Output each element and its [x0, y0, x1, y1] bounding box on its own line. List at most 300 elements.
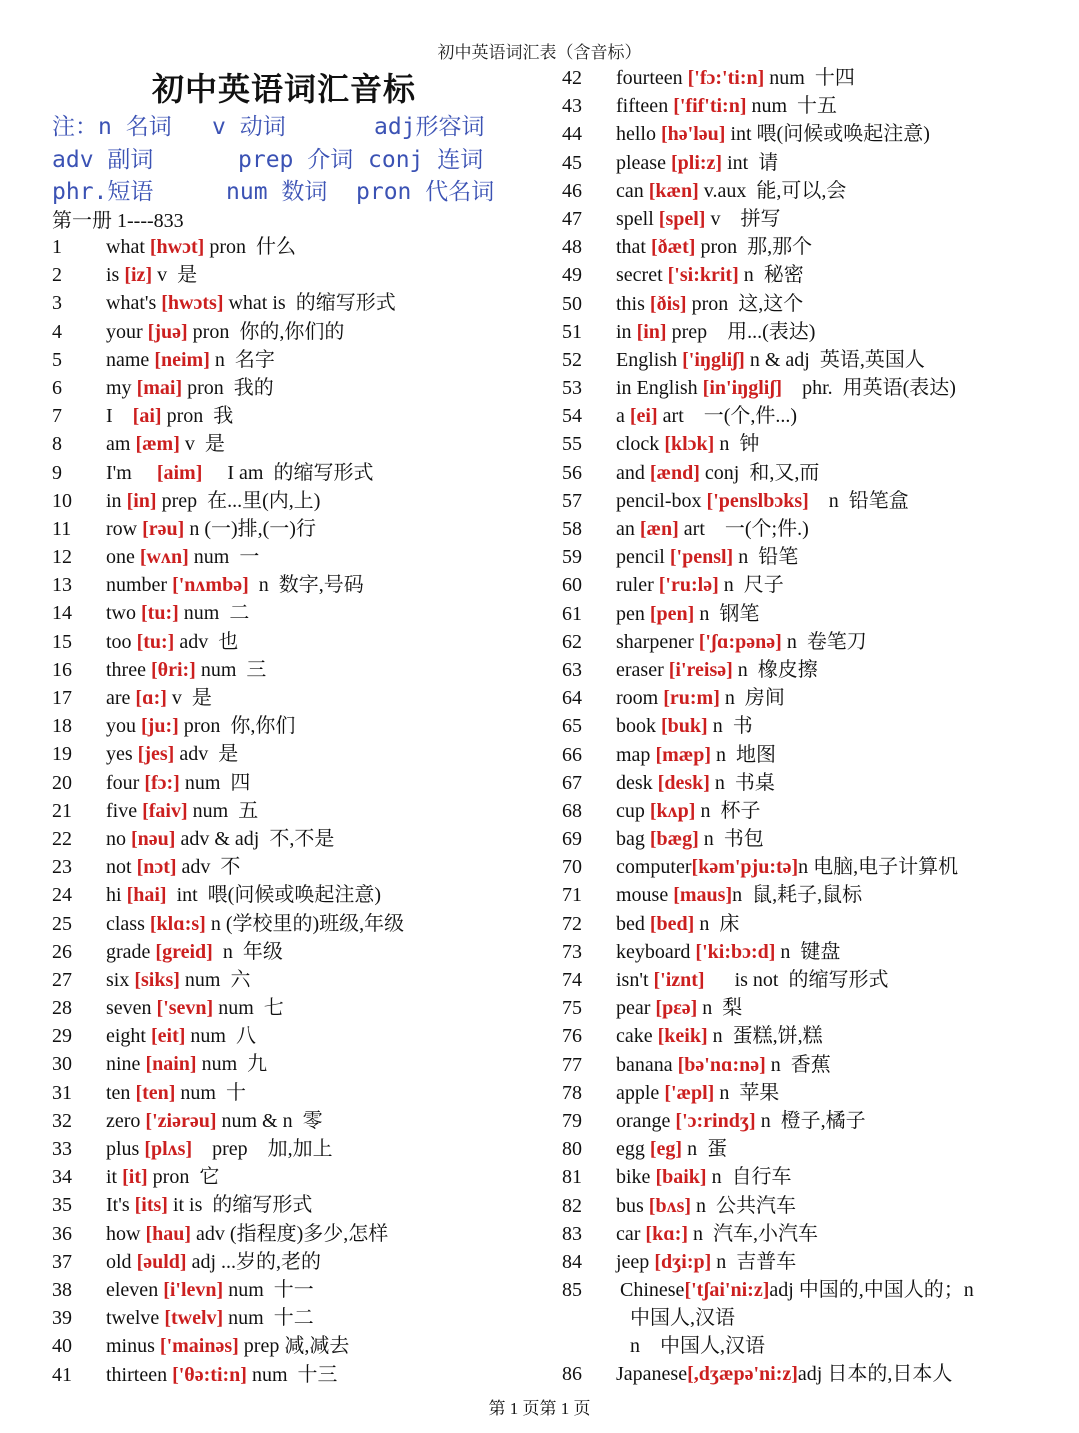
entry-meaning: num 八: [185, 1025, 256, 1048]
entry-meaning: num 十五: [746, 95, 838, 118]
entry-number: 31: [52, 1081, 72, 1104]
entry-phonetic: [bə'nɑ:nə]: [677, 1053, 766, 1076]
entry-phonetic: [hai]: [126, 884, 167, 907]
entry-body: [106, 318, 344, 346]
entry-body: [106, 1135, 333, 1163]
entry-number: 34: [52, 1166, 72, 1189]
entry-number: 43: [562, 95, 582, 118]
entry-body: [616, 515, 809, 543]
entry-body: [620, 1276, 1020, 1360]
entry-word: twelve: [106, 1307, 165, 1330]
entry-meaning: num 十一: [223, 1278, 314, 1301]
entry-word: cup: [616, 799, 650, 822]
legend-item: pron 代名词: [356, 179, 495, 205]
entry-phonetic: [ðæt]: [651, 236, 696, 259]
entry-phonetic: [aim]: [156, 461, 203, 484]
entry-word: name: [106, 348, 155, 371]
entry-phonetic: [nain]: [145, 1053, 197, 1076]
entry-meaning: pron 我: [161, 405, 234, 428]
entry-meaning: n 名字: [209, 348, 275, 371]
entry-meaning: num 十四: [764, 67, 855, 89]
entry-number: 13: [52, 574, 72, 597]
entry-number: 24: [52, 884, 72, 907]
entry-word: cake: [616, 1025, 658, 1048]
entry-body: [106, 797, 258, 825]
entry-number: 38: [52, 1278, 72, 1301]
entry-number: 41: [52, 1363, 72, 1386]
entry-number: 86: [562, 1363, 582, 1386]
entry-phonetic: [maus]: [673, 884, 733, 907]
entry-body: [616, 346, 925, 374]
entry-body: [616, 1079, 779, 1107]
entry-number: 6: [52, 376, 62, 399]
entry-word: yes: [106, 743, 138, 766]
entry-number: 66: [562, 743, 582, 766]
entry-number: 64: [562, 687, 582, 710]
entry-phonetic: [ei]: [629, 405, 658, 428]
entry-number: 26: [52, 940, 72, 963]
entry-number: 8: [52, 433, 62, 456]
entry-phonetic: ['ʃɑ:pənə]: [698, 630, 782, 653]
entry-phonetic: [plʌs]: [144, 1138, 193, 1160]
entry-word: class: [106, 912, 150, 935]
entry-number: 44: [562, 123, 582, 146]
entry-body: [616, 402, 797, 430]
entry-word: secret: [616, 264, 668, 287]
entry-phonetic: ['iznt]: [653, 969, 705, 991]
entry-phonetic: [æm]: [135, 433, 180, 456]
entry-meaning: adv (指程度)多少,怎样: [191, 1222, 389, 1245]
entry-word: that: [616, 236, 651, 259]
entry-number: 51: [562, 320, 582, 343]
entry-number: 46: [562, 179, 582, 202]
entry-number: 67: [562, 771, 582, 794]
entry-word: in English: [616, 377, 703, 400]
entry-meaning: n 尺子: [718, 574, 784, 597]
entry-number: 5: [52, 348, 62, 371]
entry-phonetic: [hau]: [145, 1222, 192, 1245]
entry-phonetic: [mæp]: [655, 743, 711, 766]
entry-word: number: [106, 574, 173, 597]
entry-word: ten: [106, 1081, 136, 1104]
entry-number: 65: [562, 715, 582, 738]
entry-meaning: what is 的缩写形式: [223, 292, 396, 315]
entry-meaning: n 钢笔: [694, 602, 760, 625]
entry-phonetic: [baik]: [655, 1166, 707, 1189]
entry-word: desk: [616, 771, 658, 794]
entry-body: [616, 1135, 727, 1163]
entry-meaning: prep 加,加上: [192, 1138, 333, 1160]
entry-meaning: n 钟: [714, 433, 760, 456]
entry-meaning: v 是: [166, 687, 212, 709]
entry-body: [616, 374, 956, 402]
entry-body: [106, 684, 212, 712]
legend-item: phr.短语: [52, 179, 154, 205]
entry-meaning: num 五: [187, 799, 259, 822]
entry-word: your: [106, 320, 148, 343]
entry-phonetic: [bʌs]: [648, 1194, 692, 1217]
entry-number: 55: [562, 433, 582, 456]
entry-meaning: pron 这,这个: [686, 292, 804, 315]
entry-meaning: n 铅笔盒: [808, 489, 909, 512]
entry-word: grade: [106, 940, 156, 963]
entry-word: seven: [106, 997, 157, 1020]
entry-phonetic: [kɑ:]: [645, 1222, 689, 1245]
entry-number: 21: [52, 799, 72, 822]
entry-word: am: [106, 433, 136, 456]
entry-number: 37: [52, 1250, 72, 1273]
entry-body: [616, 1022, 823, 1050]
entry-number: 9: [52, 461, 62, 484]
entry-meaning: num 四: [179, 771, 251, 794]
entry-phonetic: [pεə]: [655, 997, 698, 1020]
entry-word: please: [616, 151, 671, 174]
entry-body: [616, 177, 846, 205]
entry-word: two: [106, 602, 141, 625]
entry-meaning: it is 的缩写形式: [167, 1194, 313, 1217]
entry-number: 1: [52, 236, 62, 258]
entry-number: 47: [562, 207, 582, 230]
entry-number: 52: [562, 348, 582, 371]
entry-word: row: [106, 517, 143, 540]
entry-body: [106, 938, 283, 966]
entry-meaning: art 一(个;件.): [678, 518, 809, 540]
entry-word: no: [106, 827, 131, 850]
entry-word: map: [616, 743, 656, 766]
entry-word: pen: [616, 602, 650, 625]
entry-word: thirteen: [106, 1363, 173, 1386]
entry-meaning: num 十三: [246, 1363, 338, 1386]
entry-body: [616, 64, 855, 92]
entry-word: not: [106, 856, 137, 879]
entry-phonetic: [siks]: [134, 968, 180, 991]
entry-word: computer: [616, 856, 692, 879]
entry-phonetic: ['nʌmbə]: [172, 574, 249, 597]
entry-meaning-continued: 中国人,汉语: [630, 1307, 735, 1330]
entry-body: [106, 1304, 314, 1332]
entry-meaning: adv & adj 不,不是: [175, 827, 335, 850]
entry-number: 83: [562, 1222, 582, 1245]
entry-number: 27: [52, 968, 72, 991]
entry-word: room: [616, 687, 664, 710]
entry-body: [616, 430, 759, 458]
entry-phonetic: [i'levn]: [163, 1278, 224, 1301]
entry-phonetic: [iz]: [124, 264, 153, 287]
entry-body: [106, 1022, 256, 1050]
entry-body: [616, 1107, 866, 1135]
entry-body: [616, 966, 889, 994]
entry-body: [106, 289, 396, 317]
entry-word: zero: [106, 1109, 146, 1132]
entry-number: 78: [562, 1081, 582, 1104]
entry-phonetic: [kəm'pju:tə]: [691, 856, 799, 879]
entry-meaning: adv 也: [174, 630, 239, 653]
entry-phonetic: [it]: [122, 1166, 148, 1189]
entry-number: 71: [562, 884, 582, 907]
entry-word: bag: [616, 828, 650, 851]
entry-phonetic: [klɑ:s]: [149, 912, 206, 935]
entry-body: [106, 599, 249, 627]
entry-word: plus: [106, 1138, 145, 1160]
entry-meaning: adj ...岁的,老的: [186, 1250, 321, 1273]
entry-meaning: n 香蕉: [765, 1053, 831, 1076]
entry-meaning: conj 和,又,而: [699, 461, 820, 484]
entry-meaning: pron 你的,你们的: [187, 320, 345, 343]
entry-meaning: adv 不: [176, 856, 241, 879]
entry-meaning: n 汽车,小汽车: [688, 1222, 819, 1245]
entry-body: [616, 205, 780, 233]
entry-word: my: [106, 376, 137, 399]
entry-phonetic: [tu:]: [141, 602, 179, 625]
entry-body: [616, 881, 862, 909]
entry-word: old: [106, 1250, 137, 1273]
entry-number: 72: [562, 912, 582, 935]
entry-phonetic: [θri:]: [150, 658, 196, 681]
entry-meaning: int 喂(问候或唤起注意): [725, 123, 930, 146]
entry-phonetic: [wʌn]: [139, 546, 189, 569]
legend-item: v 动词: [212, 114, 286, 140]
entry-word: bike: [616, 1166, 656, 1189]
entry-body: [106, 712, 295, 740]
entry-word: nine: [106, 1053, 146, 1076]
entry-number: 70: [562, 856, 582, 879]
entry-word: mouse: [616, 884, 674, 907]
entry-body: [616, 994, 742, 1022]
legend-item: adv 副词: [52, 146, 154, 173]
entry-number: 59: [562, 546, 582, 569]
entry-body: [106, 1276, 314, 1304]
entry-number: 76: [562, 1025, 582, 1048]
entry-body: [616, 1248, 796, 1276]
entry-meaning: prep 在...里(内,上): [156, 489, 321, 512]
entry-meaning: n 电脑,电子计算机: [798, 856, 959, 879]
entry-word: four: [106, 771, 145, 794]
entry-number: 42: [562, 67, 582, 89]
entry-word: too: [106, 630, 137, 653]
entry-number: 35: [52, 1194, 72, 1217]
entry-body: [616, 769, 775, 797]
entry-meaning: v 拼写: [705, 207, 781, 230]
legend-item: num 数词: [226, 179, 328, 205]
entry-body: [106, 881, 381, 909]
entry-word: what: [106, 236, 150, 258]
entry-word: banana: [616, 1053, 678, 1076]
entry-meaning: n 橙子,橘子: [755, 1109, 866, 1132]
entry-phonetic: ['ɔ:rindʒ]: [675, 1109, 756, 1132]
entry-word: isn't: [616, 969, 654, 991]
entry-meaning: pron 它: [147, 1166, 220, 1189]
entry-number: 14: [52, 602, 72, 625]
entry-body: [106, 740, 238, 768]
entry-meaning: num 九: [196, 1053, 268, 1076]
entry-phonetic: [jes]: [137, 743, 175, 766]
entry-body: [616, 261, 804, 289]
entry-meaning: n 苹果: [714, 1081, 780, 1104]
entry-body: [616, 487, 909, 515]
entry-body: [616, 543, 798, 571]
entry-meaning: pron 你,你们: [178, 715, 296, 738]
entry-phonetic: [ɑ:]: [135, 687, 167, 709]
entry-phonetic: [buk]: [661, 715, 708, 738]
entry-number: 69: [562, 828, 582, 851]
entry-phonetic: [nəu]: [131, 827, 176, 850]
entry-word: orange: [616, 1109, 676, 1132]
entry-body: [106, 910, 404, 938]
entry-phonetic: [,dʒæpə'ni:z]: [687, 1363, 798, 1386]
entry-body: [106, 261, 197, 289]
entry-number: 20: [52, 771, 72, 794]
entry-number: 3: [52, 292, 62, 315]
entry-number: 4: [52, 320, 62, 343]
entry-phonetic: [tu:]: [136, 630, 175, 653]
entry-body: [106, 374, 274, 402]
entry-phonetic: [ju:]: [141, 715, 179, 738]
entry-phonetic: ['ki:bɔ:d]: [695, 940, 776, 963]
entry-phonetic: ['sevn]: [156, 997, 214, 1020]
entry-number: 56: [562, 461, 582, 484]
entry-meaning: n 键盘: [775, 940, 841, 963]
entry-meaning: n 书包: [698, 828, 764, 851]
entry-body: [106, 1191, 312, 1219]
entry-body: [616, 233, 812, 261]
entry-body: [616, 656, 818, 684]
entry-body: [106, 1050, 267, 1078]
entry-meaning: v 是: [152, 264, 198, 287]
entry-phonetic: ['tʃai'ni:z]: [684, 1279, 770, 1302]
entry-phonetic: [mai]: [136, 376, 183, 399]
entry-body: [616, 318, 815, 346]
entry-phonetic: [nɔt]: [136, 856, 177, 879]
entry-phonetic: ['ru:lə]: [658, 574, 719, 597]
entry-meaning: num 七: [213, 997, 284, 1020]
entry-word: sharpener: [616, 630, 699, 653]
entry-number: 49: [562, 264, 582, 287]
entry-body: [616, 1051, 831, 1079]
entry-number: 7: [52, 405, 62, 428]
entry-number: 60: [562, 574, 582, 597]
entry-meaning: n 数字,号码: [248, 574, 364, 597]
entry-phonetic: [in]: [126, 489, 157, 512]
entry-body: [106, 966, 250, 994]
entry-word: apple: [616, 1081, 665, 1104]
entry-body: [106, 402, 233, 430]
entry-body: [616, 120, 930, 148]
book-range: 第一册 1----833: [52, 210, 184, 232]
entry-body: [106, 994, 284, 1022]
entry-phonetic: ['pensl]: [669, 546, 734, 569]
entry-meaning: art 一(个,件...): [657, 405, 798, 428]
entry-body: [106, 628, 238, 656]
entry-phonetic: [ðis]: [649, 292, 687, 315]
entry-word: ruler: [616, 574, 659, 597]
entry-word: this: [616, 292, 650, 315]
entry-phonetic: ['si:krit]: [667, 264, 739, 287]
entry-phonetic: [eg]: [649, 1138, 683, 1161]
entry-number: 77: [562, 1053, 582, 1076]
entry-word: book: [616, 715, 661, 738]
entry-body: [106, 571, 364, 599]
entry-phonetic: [its]: [134, 1194, 168, 1217]
entry-phonetic: ['æpl]: [664, 1081, 715, 1104]
entry-word: bed: [616, 912, 650, 935]
entry-body: [106, 233, 296, 261]
entry-body: [616, 797, 760, 825]
entry-phonetic: [əuld]: [136, 1250, 187, 1273]
entry-phonetic: [kæn]: [648, 179, 699, 202]
entry-body: [106, 346, 275, 374]
entry-word: spell: [616, 207, 659, 230]
entry-number: 73: [562, 940, 582, 963]
entry-body: [106, 1163, 219, 1191]
entry-meaning: pron 我的: [182, 376, 274, 399]
entry-word: fifteen: [616, 95, 674, 118]
entry-meaning: v 是: [179, 433, 225, 456]
entry-number: 23: [52, 856, 72, 879]
entry-phonetic: [eit]: [151, 1025, 186, 1048]
entry-phonetic: [pen]: [649, 602, 695, 625]
entry-body: [106, 515, 316, 543]
entry-body: [616, 741, 776, 769]
entry-body: [616, 684, 785, 712]
entry-word: in: [106, 489, 127, 512]
entry-meaning: n 书桌: [709, 771, 775, 794]
entry-meaning: num 十二: [223, 1307, 314, 1330]
entry-word: five: [106, 799, 143, 822]
entry-word: is: [106, 264, 125, 287]
entry-phonetic: [neim]: [154, 348, 210, 371]
legend-item: adj形容词: [374, 114, 485, 140]
entry-phonetic: [ten]: [135, 1081, 176, 1104]
entry-number: 81: [562, 1166, 582, 1189]
entry-meaning: n 书: [707, 715, 753, 738]
entry-word: English: [616, 348, 683, 371]
entry-word: it: [106, 1166, 123, 1189]
entry-number: 85: [562, 1279, 582, 1302]
entry-number: 12: [52, 546, 72, 569]
entry-word: six: [106, 968, 135, 991]
entry-phonetic: [æn]: [639, 518, 679, 540]
entry-number: 79: [562, 1109, 582, 1132]
entry-number: 84: [562, 1250, 582, 1273]
entry-word: what's: [106, 292, 162, 315]
entry-body: [616, 910, 739, 938]
entry-number: 74: [562, 969, 582, 991]
entry-phonetic: ['ziərəu]: [145, 1109, 217, 1132]
entry-meaning: n (一)排,(一)行: [184, 517, 316, 540]
entry-meaning: n 床: [694, 912, 740, 935]
entry-number: 53: [562, 377, 582, 400]
entry-meaning: n 梨: [697, 997, 743, 1020]
entry-number: 29: [52, 1025, 72, 1048]
entry-number: 48: [562, 236, 582, 259]
entry-body: [616, 825, 764, 853]
entry-number: 15: [52, 630, 72, 653]
entry-number: 2: [52, 264, 62, 287]
entry-phonetic: [bæg]: [649, 828, 699, 851]
entry-meaning: num 一: [188, 546, 260, 569]
entry-phonetic: [ru:m]: [663, 687, 720, 710]
entry-phonetic: ['penslbɔks]: [706, 489, 809, 512]
entry-phonetic: [i'reisə]: [668, 658, 733, 681]
entry-meaning: n 秘密: [738, 264, 804, 287]
entry-meaning: n 自行车: [706, 1166, 792, 1189]
entry-body: [616, 1163, 792, 1191]
entry-body: [106, 1248, 321, 1276]
entry-body: [106, 1107, 323, 1135]
entry-meaning: adv 是: [174, 743, 239, 766]
entry-number: 58: [562, 518, 582, 540]
entry-body: [106, 487, 320, 515]
